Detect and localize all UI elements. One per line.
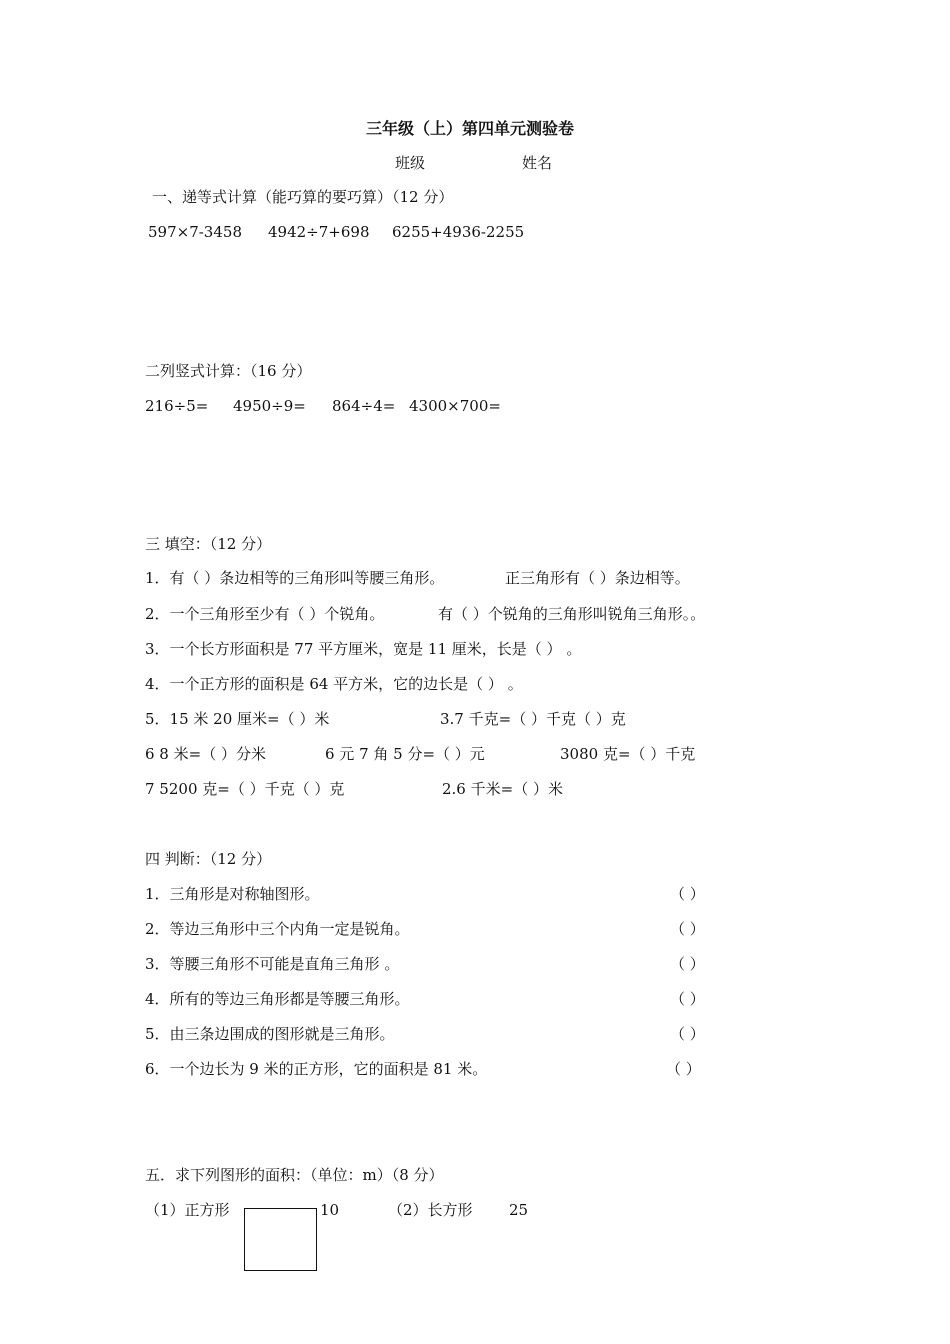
section4-heading: 四 判断：（12 分） bbox=[145, 850, 272, 868]
fill-item: 有（ ）个锐角的三角形叫锐角三角形。。 bbox=[438, 605, 706, 623]
fill-item: 6 8 米=（ ）分米 bbox=[145, 745, 266, 763]
figure1-label: （1）正方形 bbox=[145, 1201, 230, 1219]
section2-problem: 864÷4= bbox=[332, 397, 396, 415]
answer-blank: （ ） bbox=[670, 955, 705, 973]
name-label: 姓名 bbox=[522, 154, 553, 172]
section2-problem: 216÷5= bbox=[145, 397, 209, 415]
fill-item: 2．一个三角形至少有（ ）个锐角。 bbox=[145, 605, 385, 623]
answer-blank: （ ） bbox=[666, 1060, 701, 1078]
page-title: 三年级（上）第四单元测验卷 bbox=[366, 119, 575, 138]
section5-heading: 五．求下列图形的面积：（单位：m）（8 分） bbox=[145, 1166, 444, 1184]
figure1-side: 10 bbox=[320, 1201, 340, 1219]
section1-problem: 597×7-3458 bbox=[148, 223, 242, 241]
section1-problem: 6255+4936-2255 bbox=[392, 223, 525, 241]
fill-item: 3.7 千克=（ ）千克（ ）克 bbox=[440, 710, 626, 728]
square-figure bbox=[244, 1208, 317, 1271]
judge-item: 2．等边三角形中三个内角一定是锐角。 bbox=[145, 920, 410, 938]
judge-item: 6．一个边长为 9 米的正方形，它的面积是 81 米。 bbox=[145, 1060, 488, 1078]
answer-blank: （ ） bbox=[670, 990, 705, 1008]
section1-heading: 一、递等式计算（能巧算的要巧算）（12 分） bbox=[152, 188, 454, 206]
fill-item: 1．有（ ）条边相等的三角形叫等腰三角形。 bbox=[145, 569, 445, 587]
answer-blank: （ ） bbox=[670, 920, 705, 938]
answer-blank: （ ） bbox=[670, 1025, 705, 1043]
fill-item: 5．15 米 20 厘米=（ ）米 bbox=[145, 710, 330, 728]
figure2-side: 25 bbox=[509, 1201, 529, 1219]
fill-item: 2.6 千米=（ ）米 bbox=[442, 780, 563, 798]
section2-problem: 4300×700= bbox=[409, 397, 501, 415]
judge-item: 5．由三条边围成的图形就是三角形。 bbox=[145, 1025, 395, 1043]
answer-blank: （ ） bbox=[670, 885, 705, 903]
fill-item: 7 5200 克=（ ）千克（ ）克 bbox=[145, 780, 345, 798]
fill-item: 6 元 7 角 5 分=（ ）元 bbox=[325, 745, 485, 763]
figure2-label: （2）长方形 bbox=[388, 1201, 473, 1219]
judge-item: 4．所有的等边三角形都是等腰三角形。 bbox=[145, 990, 410, 1008]
fill-item: 3080 克=（ ）千克 bbox=[560, 745, 696, 763]
fill-item: 3．一个长方形面积是 77 平方厘米，宽是 11 厘米，长是（ ） 。 bbox=[145, 640, 582, 658]
section1-problem: 4942÷7+698 bbox=[268, 223, 370, 241]
section2-heading: 二列竖式计算：（16 分） bbox=[145, 362, 312, 380]
fill-item: 正三角形有（ ）条边相等。 bbox=[505, 569, 690, 587]
judge-item: 3．等腰三角形不可能是直角三角形 。 bbox=[145, 955, 400, 973]
fill-item: 4．一个正方形的面积是 64 平方米，它的边长是（ ） 。 bbox=[145, 675, 523, 693]
judge-item: 1．三角形是对称轴图形。 bbox=[145, 885, 320, 903]
section3-heading: 三 填空：（12 分） bbox=[145, 535, 272, 553]
class-label: 班级 bbox=[395, 154, 426, 172]
section2-problem: 4950÷9= bbox=[233, 397, 306, 415]
